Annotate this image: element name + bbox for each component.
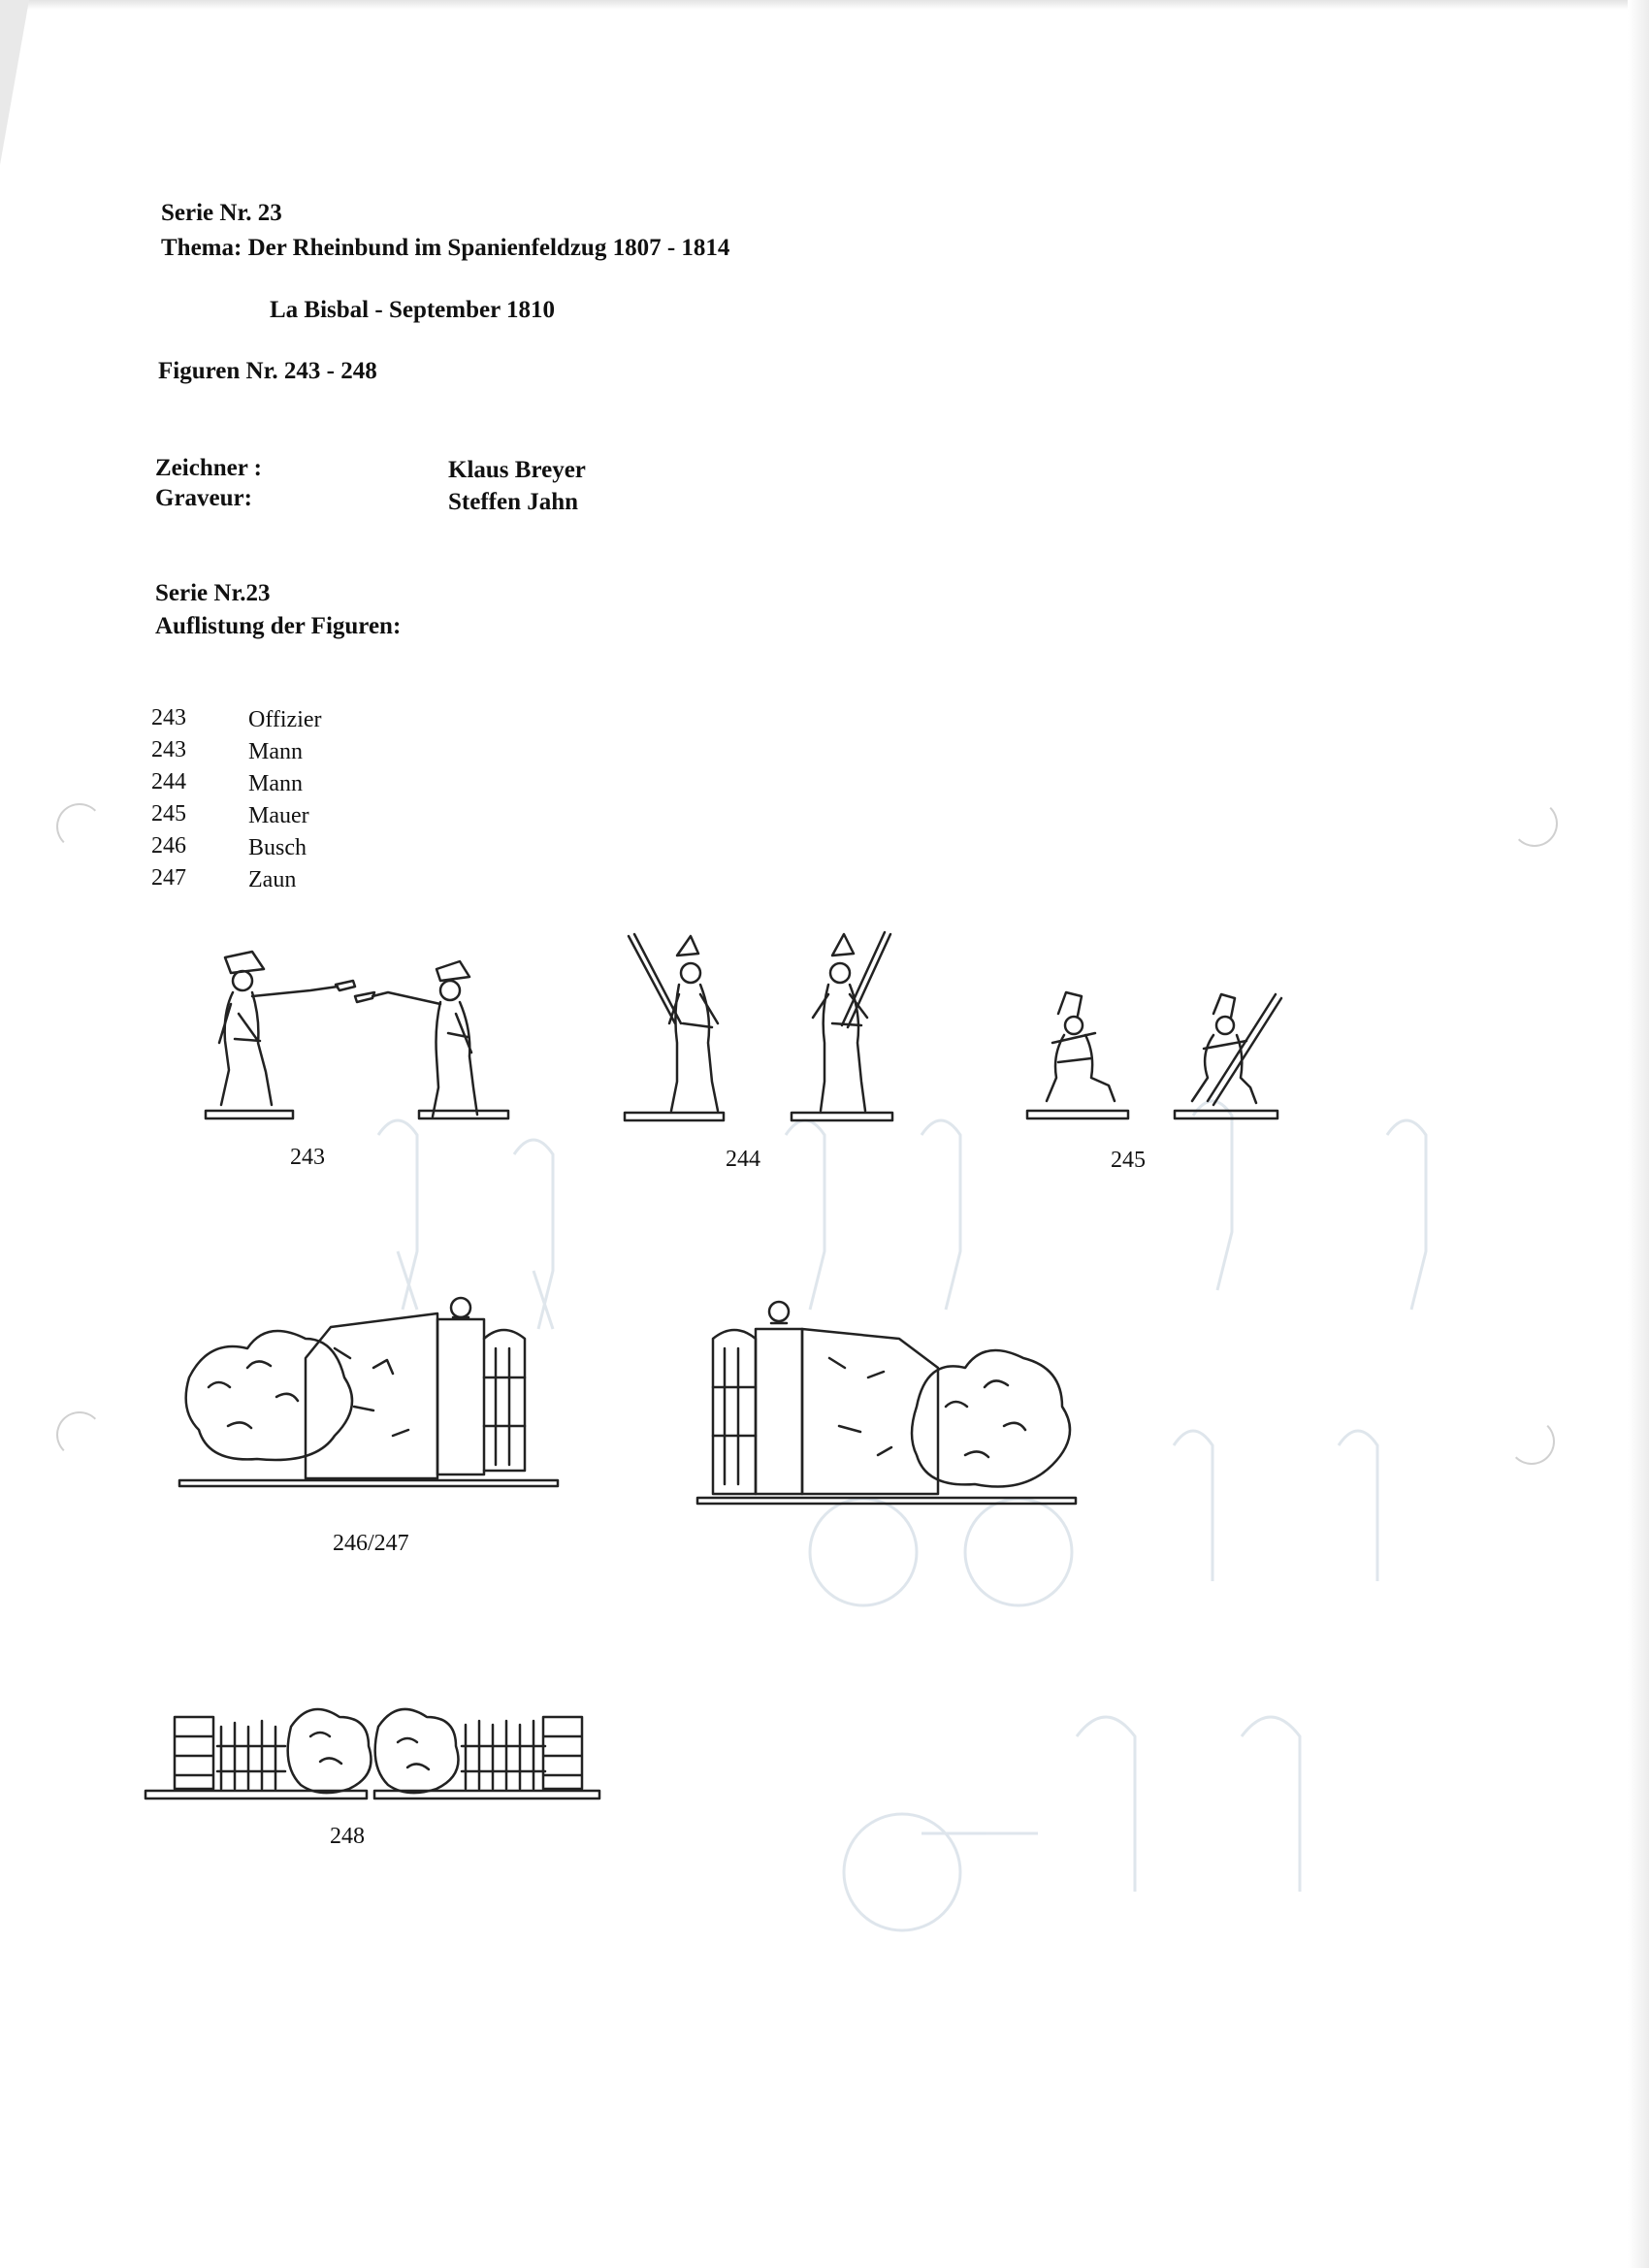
figure-246-247-wall-and-bush-right — [694, 1290, 1082, 1513]
caption-243: 243 — [290, 1145, 325, 1170]
list-item-num: 243 — [151, 705, 186, 730]
list-item-num: 245 — [151, 801, 186, 826]
figure-246-247-wall-and-bush-left — [179, 1290, 563, 1484]
list-item-num: 244 — [151, 769, 186, 794]
list-item-num: 246 — [151, 833, 186, 859]
list-item-num: 247 — [151, 865, 186, 891]
caption-246-247: 246/247 — [333, 1531, 409, 1556]
zeichner-name: Klaus Breyer — [448, 457, 586, 483]
folded-corner — [0, 0, 29, 165]
scan-right-edge — [1628, 0, 1649, 2268]
zeichner-label: Zeichner : — [155, 455, 262, 481]
subtitle: La Bisbal - September 1810 — [270, 297, 555, 323]
figure-244-soldiers — [621, 926, 902, 1125]
list-item-name: Busch — [248, 835, 307, 860]
punch-hole-left-upper — [56, 803, 103, 850]
listing-serie: Serie Nr.23 — [155, 580, 271, 606]
graveur-name: Steffen Jahn — [448, 489, 579, 515]
scan-top-edge — [0, 0, 1649, 10]
punch-hole-right-upper — [1511, 800, 1558, 847]
figuren-range: Figuren Nr. 243 - 248 — [158, 358, 377, 384]
listing-heading: Auflistung der Figuren: — [155, 613, 402, 639]
figure-243-officer-and-man — [194, 946, 524, 1125]
graveur-label: Graveur: — [155, 485, 252, 511]
list-item-name: Offizier — [248, 707, 322, 732]
punch-hole-right-lower — [1508, 1418, 1555, 1465]
caption-244: 244 — [726, 1147, 760, 1172]
thema-line: Thema: Der Rheinbund im Spanienfeldzug 1807 - 1814 — [161, 235, 730, 261]
figure-245-kneeling-soldiers — [1023, 975, 1285, 1125]
list-item-num: 243 — [151, 737, 186, 762]
serie-number: Serie Nr. 23 — [161, 200, 282, 226]
punch-hole-left-lower — [56, 1411, 103, 1458]
list-item-name: Mann — [248, 771, 303, 796]
caption-248: 248 — [330, 1824, 365, 1849]
list-item-name: Mann — [248, 739, 303, 764]
figure-248-fence — [146, 1698, 601, 1804]
list-item-name: Mauer — [248, 803, 309, 828]
caption-245: 245 — [1111, 1148, 1146, 1173]
list-item-name: Zaun — [248, 867, 297, 892]
